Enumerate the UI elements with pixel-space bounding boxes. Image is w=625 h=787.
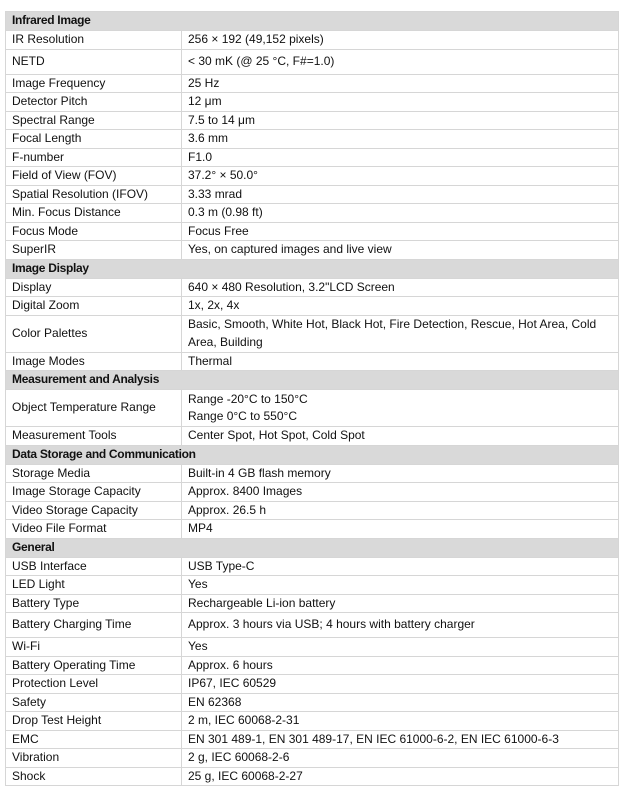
spec-row bbox=[6, 49, 619, 74]
section-title: Image Display bbox=[6, 259, 619, 278]
spec-value bbox=[182, 483, 619, 502]
spec-value-line: IP67, IEC 60529 bbox=[188, 676, 277, 690]
spec-value bbox=[182, 557, 619, 576]
spec-value bbox=[182, 315, 619, 352]
spec-value-line: 25 g, IEC 60068-2-27 bbox=[188, 768, 303, 783]
spec-value bbox=[182, 464, 619, 483]
spec-value-line: Approx. 3 hours via USB; 4 hours with battery charger bbox=[188, 617, 475, 632]
spec-value bbox=[182, 222, 619, 241]
spec-label: Battery Operating Time bbox=[6, 656, 182, 675]
spec-value-line: 12 μm bbox=[188, 94, 222, 108]
spec-row bbox=[6, 278, 619, 297]
spec-row bbox=[6, 749, 619, 768]
spec-value-line: Yes bbox=[188, 577, 208, 591]
spec-row bbox=[6, 297, 619, 316]
spec-value-line: Yes, on captured images and live view bbox=[188, 242, 392, 256]
spec-value-line: EN 301 489-1, EN 301 489-17, EN IEC 61000-6-2, EN IEC 61000-6-3 bbox=[188, 731, 559, 746]
spec-value-line: Built-in 4 GB flash memory bbox=[188, 465, 331, 480]
spec-value bbox=[182, 148, 619, 167]
spec-row bbox=[6, 111, 619, 130]
spec-row bbox=[6, 352, 619, 371]
spec-row bbox=[6, 241, 619, 260]
spec-label: Spatial Resolution (IFOV) bbox=[6, 185, 182, 204]
spec-row bbox=[6, 638, 619, 657]
spec-row bbox=[6, 594, 619, 613]
spec-label: Image Storage Capacity bbox=[6, 483, 182, 502]
spec-value-line: Focus Free bbox=[188, 223, 249, 238]
section-header bbox=[6, 538, 619, 557]
section-title: General bbox=[6, 538, 619, 557]
spec-value-line: 7.5 to 14 μm bbox=[188, 112, 255, 127]
spec-row bbox=[6, 693, 619, 712]
spec-value bbox=[182, 656, 619, 675]
spec-value bbox=[182, 501, 619, 520]
spec-row bbox=[6, 148, 619, 167]
spec-value-line: 37.2° × 50.0° bbox=[188, 168, 258, 182]
spec-value bbox=[182, 49, 619, 74]
spec-table bbox=[5, 11, 619, 786]
spec-row bbox=[6, 520, 619, 539]
spec-label: Object Temperature Range bbox=[6, 390, 182, 427]
spec-value-line: Range -20°C to 150°C bbox=[188, 391, 308, 406]
spec-row bbox=[6, 185, 619, 204]
spec-value bbox=[182, 93, 619, 112]
spec-value bbox=[182, 730, 619, 749]
spec-row bbox=[6, 767, 619, 786]
spec-value-line: Basic, Smooth, White Hot, Black Hot, Fire Detection, Rescue, Hot Area, Cold Area, Building bbox=[188, 317, 597, 349]
spec-label: SuperIR bbox=[6, 241, 182, 260]
spec-value bbox=[182, 297, 619, 316]
spec-row bbox=[6, 31, 619, 50]
spec-value bbox=[182, 278, 619, 297]
spec-value bbox=[182, 520, 619, 539]
spec-row bbox=[6, 464, 619, 483]
spec-row bbox=[6, 390, 619, 427]
spec-value-line: EN 62368 bbox=[188, 694, 242, 709]
spec-row bbox=[6, 167, 619, 186]
spec-label: Battery Type bbox=[6, 594, 182, 613]
spec-label: F-number bbox=[6, 148, 182, 167]
spec-value-line: 2 m, IEC 60068-2-31 bbox=[188, 713, 300, 727]
section-header bbox=[6, 12, 619, 31]
section-header bbox=[6, 445, 619, 464]
section-title: Measurement and Analysis bbox=[6, 371, 619, 390]
spec-value bbox=[182, 427, 619, 446]
spec-value-line: Center Spot, Hot Spot, Cold Spot bbox=[188, 428, 365, 442]
spec-label: Battery Charging Time bbox=[6, 613, 182, 638]
spec-value-line: 3.6 mm bbox=[188, 131, 229, 145]
spec-label: Focus Mode bbox=[6, 222, 182, 241]
spec-row bbox=[6, 613, 619, 638]
spec-value-line: Thermal bbox=[188, 353, 233, 368]
spec-label: Field of View (FOV) bbox=[6, 167, 182, 186]
spec-label: Storage Media bbox=[6, 464, 182, 483]
spec-label: Spectral Range bbox=[6, 111, 182, 130]
spec-label: EMC bbox=[6, 730, 182, 749]
spec-value bbox=[182, 352, 619, 371]
spec-label: Display bbox=[6, 278, 182, 297]
spec-value bbox=[182, 390, 619, 427]
spec-row bbox=[6, 222, 619, 241]
spec-value-line: 2 g, IEC 60068-2-6 bbox=[188, 750, 290, 764]
page-artifact bbox=[12, 2, 22, 6]
spec-row bbox=[6, 483, 619, 502]
spec-row bbox=[6, 675, 619, 694]
spec-row bbox=[6, 74, 619, 93]
section-header bbox=[6, 371, 619, 390]
spec-value-line: Approx. 6 hours bbox=[188, 657, 273, 672]
spec-value bbox=[182, 185, 619, 204]
section-title: Data Storage and Communication bbox=[6, 445, 619, 464]
spec-label: Shock bbox=[6, 767, 182, 786]
spec-value-line: 25 Hz bbox=[188, 75, 220, 90]
spec-label: Digital Zoom bbox=[6, 297, 182, 316]
spec-row bbox=[6, 730, 619, 749]
spec-value bbox=[182, 767, 619, 786]
spec-value bbox=[182, 712, 619, 731]
spec-value-line: 256 × 192 (49,152 pixels) bbox=[188, 32, 324, 46]
spec-value-line: USB Type-C bbox=[188, 558, 255, 573]
spec-value-line: Approx. 26.5 h bbox=[188, 502, 267, 517]
spec-value-line: 640 × 480 Resolution, 3.2"LCD Screen bbox=[188, 279, 395, 294]
spec-value bbox=[182, 613, 619, 638]
spec-value bbox=[182, 167, 619, 186]
spec-label: Video Storage Capacity bbox=[6, 501, 182, 520]
spec-label: Image Frequency bbox=[6, 74, 182, 93]
spec-label: LED Light bbox=[6, 576, 182, 595]
spec-label: IR Resolution bbox=[6, 31, 182, 50]
spec-row bbox=[6, 501, 619, 520]
spec-row bbox=[6, 427, 619, 446]
spec-value-line: F1.0 bbox=[188, 149, 213, 164]
spec-label: Vibration bbox=[6, 749, 182, 768]
spec-row bbox=[6, 656, 619, 675]
spec-value-line: Range 0°C to 550°C bbox=[188, 409, 297, 423]
spec-label: Measurement Tools bbox=[6, 427, 182, 446]
spec-value bbox=[182, 130, 619, 149]
spec-value bbox=[182, 204, 619, 223]
spec-value bbox=[182, 576, 619, 595]
spec-value-line: MP4 bbox=[188, 521, 213, 535]
spec-value-line: 1x, 2x, 4x bbox=[188, 298, 240, 312]
spec-value bbox=[182, 111, 619, 130]
spec-label: Drop Test Height bbox=[6, 712, 182, 731]
spec-row bbox=[6, 315, 619, 352]
spec-label: Image Modes bbox=[6, 352, 182, 371]
spec-row bbox=[6, 712, 619, 731]
spec-row bbox=[6, 130, 619, 149]
spec-label: Video File Format bbox=[6, 520, 182, 539]
section-title: Infrared Image bbox=[6, 12, 619, 31]
spec-label: USB Interface bbox=[6, 557, 182, 576]
spec-row bbox=[6, 93, 619, 112]
spec-label: Wi-Fi bbox=[6, 638, 182, 657]
spec-value bbox=[182, 749, 619, 768]
spec-value bbox=[182, 693, 619, 712]
spec-row bbox=[6, 557, 619, 576]
spec-label: Color Palettes bbox=[6, 315, 182, 352]
spec-row bbox=[6, 204, 619, 223]
spec-value-line: 0.3 m (0.98 ft) bbox=[188, 205, 263, 219]
spec-value bbox=[182, 638, 619, 657]
spec-value bbox=[182, 74, 619, 93]
spec-label: NETD bbox=[6, 49, 182, 74]
spec-label: Focal Length bbox=[6, 130, 182, 149]
spec-label: Detector Pitch bbox=[6, 93, 182, 112]
spec-label: Safety bbox=[6, 693, 182, 712]
spec-value bbox=[182, 675, 619, 694]
spec-value-line: < 30 mK (@ 25 °C, F#=1.0) bbox=[188, 53, 335, 68]
spec-value bbox=[182, 241, 619, 260]
spec-label: Protection Level bbox=[6, 675, 182, 694]
spec-value-line: Rechargeable Li-ion battery bbox=[188, 595, 336, 610]
spec-value-line: 3.33 mrad bbox=[188, 186, 243, 201]
spec-label: Min. Focus Distance bbox=[6, 204, 182, 223]
section-header bbox=[6, 259, 619, 278]
spec-value-line: Yes bbox=[188, 639, 208, 653]
spec-value-line: Approx. 8400 Images bbox=[188, 484, 303, 498]
spec-value bbox=[182, 594, 619, 613]
spec-row bbox=[6, 576, 619, 595]
spec-value bbox=[182, 31, 619, 50]
spec-table-body bbox=[6, 12, 619, 786]
